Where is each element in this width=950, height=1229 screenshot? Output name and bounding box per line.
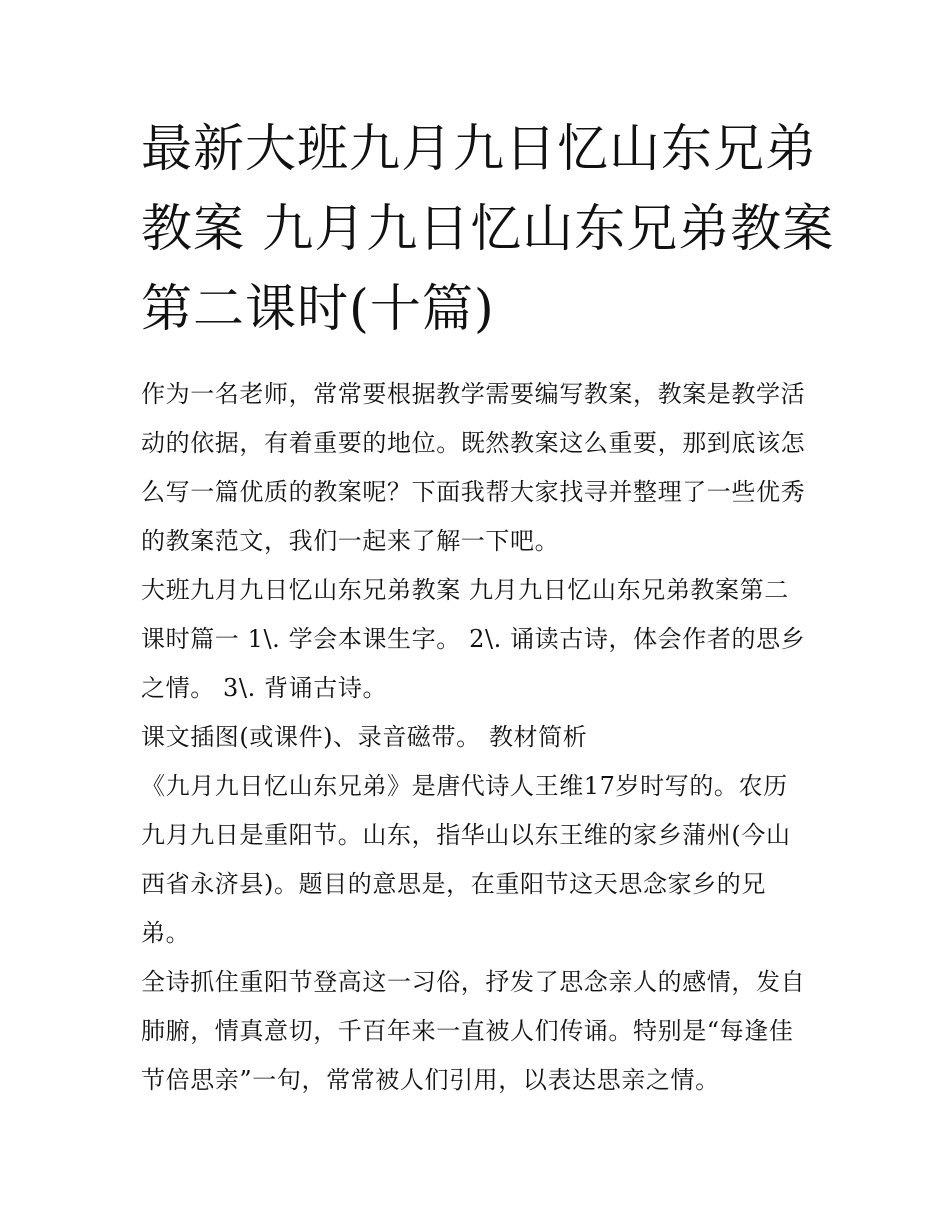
text-line: 之情。 3\. 背诵古诗。 [141,674,388,702]
analysis-paragraph [141,762,821,958]
text-line: 《九月九日忆山东兄弟》是唐代诗人王维17岁时写的。农历 [141,772,788,800]
title-line: 教案 九月九日忆山东兄弟教案 [141,200,835,259]
text-line: 么写一篇优质的教案呢？下面我帮大家找寻并整理了一些优秀 [141,478,806,506]
objectives-paragraph [141,566,821,713]
text-line: 的教案范文，我们一起来了解一下吧。 [141,527,560,555]
text-line: 西省永济县)。题目的意思是，在重阳节这天思念家乡的兄 [141,870,766,898]
text-line: 弟。 [141,919,191,947]
poem-theme-paragraph [141,958,821,1105]
document-page [141,110,835,1105]
intro-paragraph [141,370,821,566]
text-line: 动的依据，有着重要的地位。既然教案这么重要，那到底该怎 [141,429,806,457]
title-line: 第二课时(十篇) [141,280,495,339]
text-line: 九月九日是重阳节。山东，指华山以东王维的家乡蒲州(今山 [141,821,791,849]
text-line: 全诗抓住重阳节登高这一习俗，抒发了思念亲人的感情，发自 [141,968,806,996]
text-line: 节倍思亲”一句，常常被人们引用，以表达思亲之情。 [141,1066,720,1094]
materials-paragraph [141,713,821,762]
text-line: 肺腑，情真意切，千百年来一直被人们传诵。特别是“每逢佳 [141,1017,794,1045]
title-line: 最新大班九月九日忆山东兄弟 [141,120,818,179]
text-line: 课文插图(或课件)、录音磁带。 教材简析 [141,723,588,751]
text-line: 作为一名老师，常常要根据教学需要编写教案，教案是教学活 [141,380,806,408]
document-title [141,110,835,350]
text-line: 大班九月九日忆山东兄弟教案 九月九日忆山东兄弟教案第二 [141,576,789,604]
text-line: 课时篇一 1\. 学会本课生字。 2\. 诵读古诗，体会作者的思乡 [141,625,806,653]
